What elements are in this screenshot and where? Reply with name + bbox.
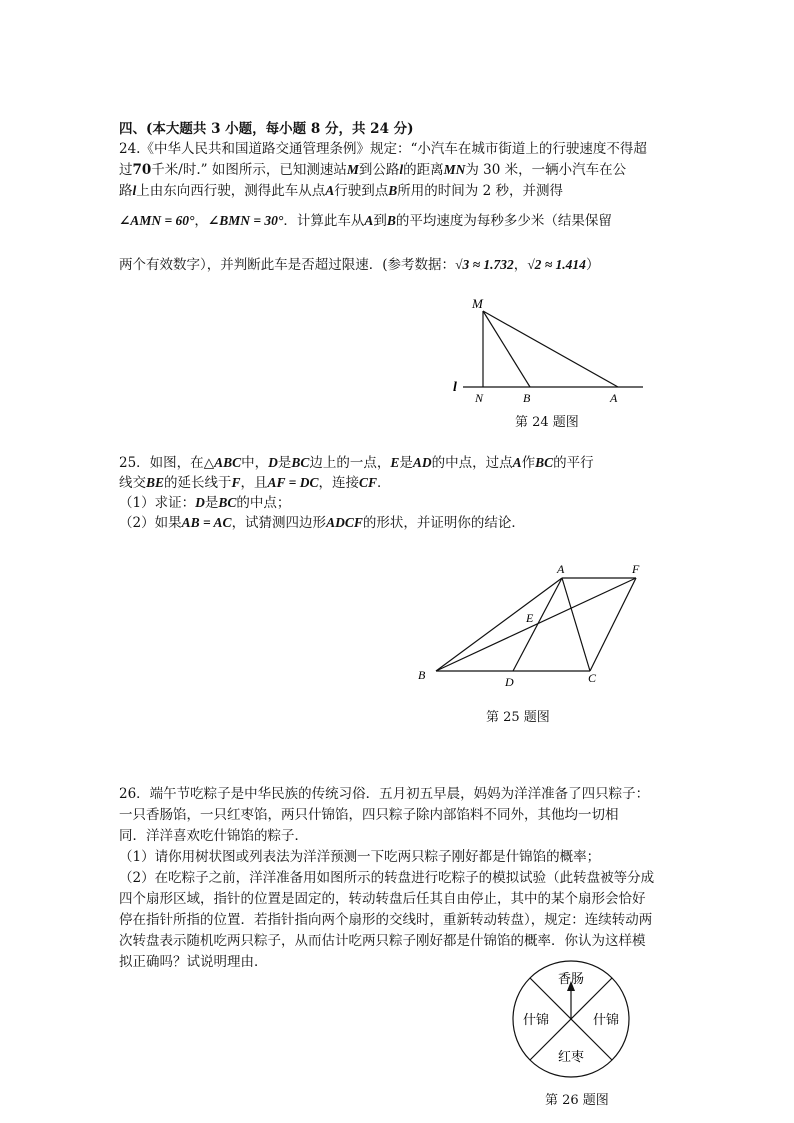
q24-line-3 [119,182,563,200]
q24-math: √3 ≈ 1.732 [455,257,514,272]
q25-math: △ABC [203,455,242,470]
q25-math: D [195,495,205,510]
q24-text: 到 [373,213,387,229]
q25-text: 线交 [119,475,146,491]
q25-text: 是 [277,455,292,471]
q25-text: 作 [521,455,536,471]
sector-label-top: 香肠 [557,971,585,986]
segment-CF [590,578,636,671]
segment-AB [436,578,562,671]
label-N: N [475,391,484,405]
q24-math: M [346,162,359,177]
section-title: 四、(本大题共 3 小题，每小题 8 分，共 24 分) [119,121,414,137]
q25-part-1 [119,494,290,512]
q25-math: CF [359,475,378,490]
q24-math: l [399,162,404,177]
q25-part-2 [119,514,525,532]
q24-text: 两个有效数字），并判断此车是否超过限速．(参考数据： [119,257,456,273]
q26-part-2-line-2: 四个扇形区域，指针的位置是固定的，转动转盘后任其自由停止，其中的某个扇形会恰好 [119,891,646,907]
q25-math: A [512,455,522,470]
segment-AD [513,578,562,671]
q26-part-1: （1）请你用树状图或列表法为洋洋预测一下吃两只粽子刚好都是什锦馅的概率； [119,849,601,865]
q24-text: 行驶到点 [334,183,389,199]
segment-MB [483,311,530,387]
q24-text: ， [194,213,208,229]
q26-part-2-line-3: 停在指针所指的位置．若指针指向两个扇形的交线时，重新转动转盘），规定：连续转动两 [119,912,653,928]
q25-text: 边上的一点， [309,455,391,471]
q25-line-2 [119,474,391,492]
q24-text: 到公路 [358,162,400,178]
sector-label-bottom: 红枣 [557,1049,585,1064]
q25-text: 25．如图，在 [119,455,204,471]
q24-text: 上由东向西行驶，测得此车从点 [136,183,326,199]
q25-math: BC [291,455,310,470]
q26-part-2-line-5: 拟正确吗？试说明理由． [119,954,268,970]
q26-part-2-line-1: （2）在吃粽子之前，洋洋准备用如图所示的转盘进行吃粽子的模拟试验（此转盘被等分成 [119,870,655,886]
sector-label-right: 什锦 [592,1012,620,1027]
q24-math: √2 ≈ 1.414 [527,257,586,272]
q24-text: 千米/时.” 如图所示，已知测速站 [151,162,347,178]
q24-line-4 [119,212,612,230]
label-E: E [526,611,534,625]
q25-math: BE [146,475,165,490]
q25-math: BC [218,495,237,510]
q24-math: B [386,213,396,228]
label-F: F [632,562,640,576]
label-M: M [472,296,483,311]
q24-text: 所用的时间为 2 秒，并测得 [397,183,563,199]
q24-line-1 [119,140,647,158]
q24-text: 24.《中华人民共和国道路交通管理条例》规定：“小汽车在城市街道上的行驶速度不得超 [119,141,647,157]
q25-math: E [390,455,400,470]
q24-text: 过 [119,162,133,178]
q25-text: ． [377,475,391,491]
q24-text: ， [513,257,528,273]
q26-line-3: 同．洋洋喜欢吃什锦馅的粽子． [119,828,308,844]
q25-math: AF = DC [267,475,319,490]
q25-text: ，试猜测四边形 [231,515,327,531]
q25-text: 的平行 [553,455,594,471]
label-B: B [523,391,531,405]
figure-24-caption: 第 24 题图 [515,415,579,430]
q24-text: 为 30 米，一辆小汽车在公 [465,162,627,178]
q25-math: AB = AC [181,515,232,530]
q24-text: ） [585,257,600,273]
q25-text: 是 [204,495,219,511]
sector-label-left: 什锦 [522,1012,550,1027]
q25-math: D [268,455,278,470]
q24-text: 的平均速度为每秒多少米（结果保留 [395,213,612,229]
q25-text: 的中点，过点 [431,455,513,471]
label-C: C [588,671,597,685]
label-l: l [453,380,457,395]
q26-line-2: 一只香肠馅，一只红枣馅，两只什锦馅，四只粽子除内部馅料不同外，其他均一切相 [119,807,619,823]
q24-math: ∠AMN = 60° [119,213,195,228]
q24-line-2 [119,161,626,179]
figure-25 [410,558,650,693]
figure-25-caption: 第 25 题图 [486,710,550,725]
q25-text: 是 [399,455,413,471]
q25-text: 的延长线于 [164,475,232,491]
q25-line-1 [119,454,594,472]
q24-text: 的距离 [403,162,444,178]
q24-speed-value: 70 [132,162,152,178]
segment-BF [436,578,636,671]
q24-math: ∠BMN = 30° [207,213,284,228]
label-A: A [557,562,565,576]
q26-line-1: 26．端午节吃粽子是中华民族的传统习俗．五月初五早晨，妈妈为洋洋准备了四只粽子： [119,786,650,802]
label-D: D [505,675,514,689]
q25-text: 的形状，并证明你的结论． [362,515,525,531]
q25-math: BC [535,455,554,470]
q25-text: 的中点； [236,495,291,511]
q25-text: （1）求证： [119,495,196,511]
figure-26-spinner [505,955,645,1085]
q24-text: ．计算此车从 [283,213,365,229]
q24-math: B [388,183,398,198]
figure-24 [440,290,660,410]
q25-math: ADCF [326,515,363,530]
segment-MA [483,311,618,387]
figure-26-caption: 第 26 题图 [545,1093,609,1108]
q24-line-5 [119,256,599,274]
q25-math: AD [412,455,432,470]
q24-math: l [132,183,137,198]
q24-math: A [325,183,335,198]
label-B: B [418,668,426,682]
q25-text: （2）如果 [119,515,182,531]
q24-text: 路 [119,183,133,199]
segment-AC [562,578,590,671]
q25-math: F [231,475,241,490]
q25-text: ，连接 [318,475,359,491]
q25-text: ，且 [240,475,268,491]
q25-text: 中， [241,455,269,471]
q26-part-2-line-4: 次转盘表示随机吃两只粽子，从而估计吃两只粽子刚好都是什锦馅的概率．你认为这样模 [119,933,646,949]
label-A: A [610,391,618,405]
q24-math: A [364,213,374,228]
q24-math: MN [443,162,466,177]
